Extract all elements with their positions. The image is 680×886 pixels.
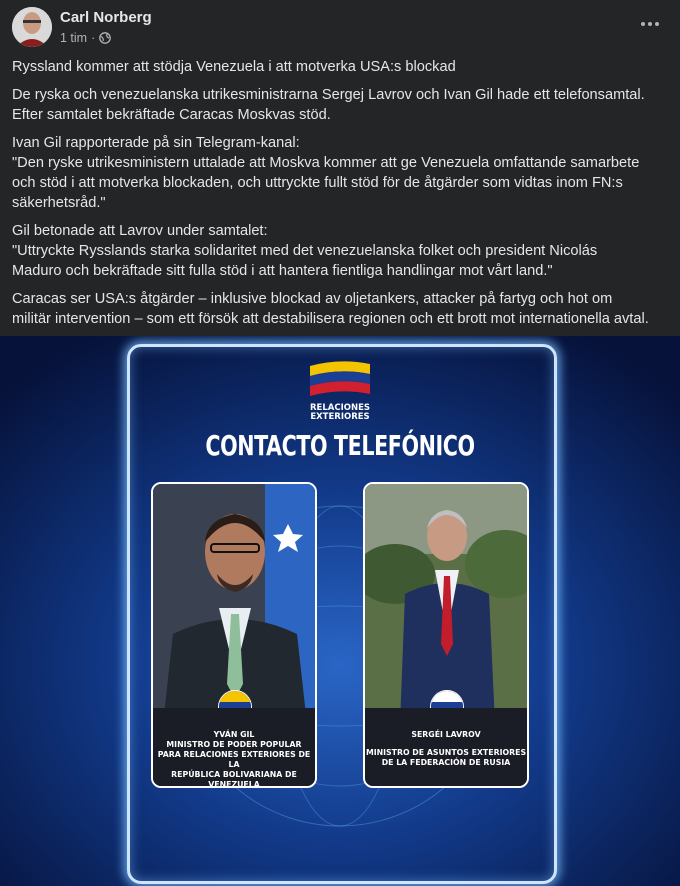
text-line: "Uttryckte Rysslands starka solidaritet med det venezuelanska folket och president Nicolás <box>12 243 598 259</box>
text-line: "Den ryske utrikesministern uttalade att Moskva kommer att ge Venezuela omfattande samarbete <box>12 155 640 171</box>
yvan-gil-caption <box>153 708 315 786</box>
yvan-gil-photo <box>153 484 315 724</box>
text-line: Ivan Gil rapporterade på sin Telegram-kanal: <box>12 135 300 151</box>
text-line: säkerhetsråd." <box>12 195 106 211</box>
card-yvan-gil <box>151 482 317 788</box>
text-line: Ryssland kommer att stödja Venezuela i att motverka USA:s blockad <box>12 59 456 75</box>
avatar-photo <box>12 7 52 47</box>
paragraph-2 <box>12 85 666 125</box>
paragraph-4 <box>12 221 666 281</box>
post-text <box>0 55 680 329</box>
paragraph-5 <box>12 289 666 329</box>
graphic-title: CONTACTO TELEFÓNICO <box>205 429 475 462</box>
sergei-lavrov-role-line: DE LA FEDERACIÓN DE RUSIA <box>381 758 511 767</box>
sergei-lavrov-caption <box>365 708 527 786</box>
post-header <box>0 0 680 55</box>
yvan-gil-role-line: PARA RELACIONES EXTERIORES DE LA <box>157 750 311 769</box>
yvan-gil-name: YVÁN GIL <box>213 730 255 739</box>
text-line: Caracas ser USA:s åtgärder – inklusive blockad av oljetankers, attacker på fartyg och hot om <box>12 291 613 307</box>
text-line: Gil betonade att Lavrov under samtalet: <box>12 223 268 239</box>
post-meta <box>60 31 111 45</box>
yvan-gil-role-line: MINISTRO DE PODER POPULAR <box>166 740 302 749</box>
author-avatar[interactable] <box>12 7 52 47</box>
meta-separator: · <box>91 31 96 45</box>
post-image[interactable] <box>0 336 680 886</box>
author-name[interactable]: Carl Norberg <box>60 9 152 26</box>
logo-line-2: EXTERIORES <box>310 412 370 422</box>
sergei-lavrov-photo <box>365 484 527 724</box>
post-time[interactable]: 1 tim <box>60 31 88 45</box>
logo-line-1: RELACIONES <box>309 403 370 413</box>
globe-icon <box>99 32 111 44</box>
sergei-lavrov-name: SERGÉI LAVROV <box>411 730 481 739</box>
logo-text <box>0 404 680 422</box>
yvan-gil-role-line: REPÚBLICA BOLIVARIANA DE VENEZUELA <box>171 770 297 788</box>
card-sergei-lavrov <box>363 482 529 788</box>
text-line: De ryska och venezuelanska utrikesministrarna Sergej Lavrov och Ivan Gil hade ett telefonsamtal. <box>12 87 645 103</box>
venezuela-logo-flag-icon <box>308 358 372 400</box>
paragraph-1 <box>12 57 666 77</box>
text-line: Maduro och bekräftade sitt fulla stöd i att hantera fientliga handlingar mot vårt land." <box>12 263 553 279</box>
text-line: och stöd i att motverka blockaden, och uttryckte fullt stöd för de åtgärder som vidtas inom FN:s <box>12 175 623 191</box>
paragraph-3 <box>12 133 666 213</box>
text-line: Efter samtalet bekräftade Caracas Moskvas stöd. <box>12 107 331 123</box>
more-options-icon[interactable] <box>632 12 668 36</box>
text-line: militär intervention – som ett försök att destabilisera regionen och ett brott mot internationella avtal. <box>12 311 649 327</box>
sergei-lavrov-role-line: MINISTRO DE ASUNTOS EXTERIORES <box>365 748 527 757</box>
